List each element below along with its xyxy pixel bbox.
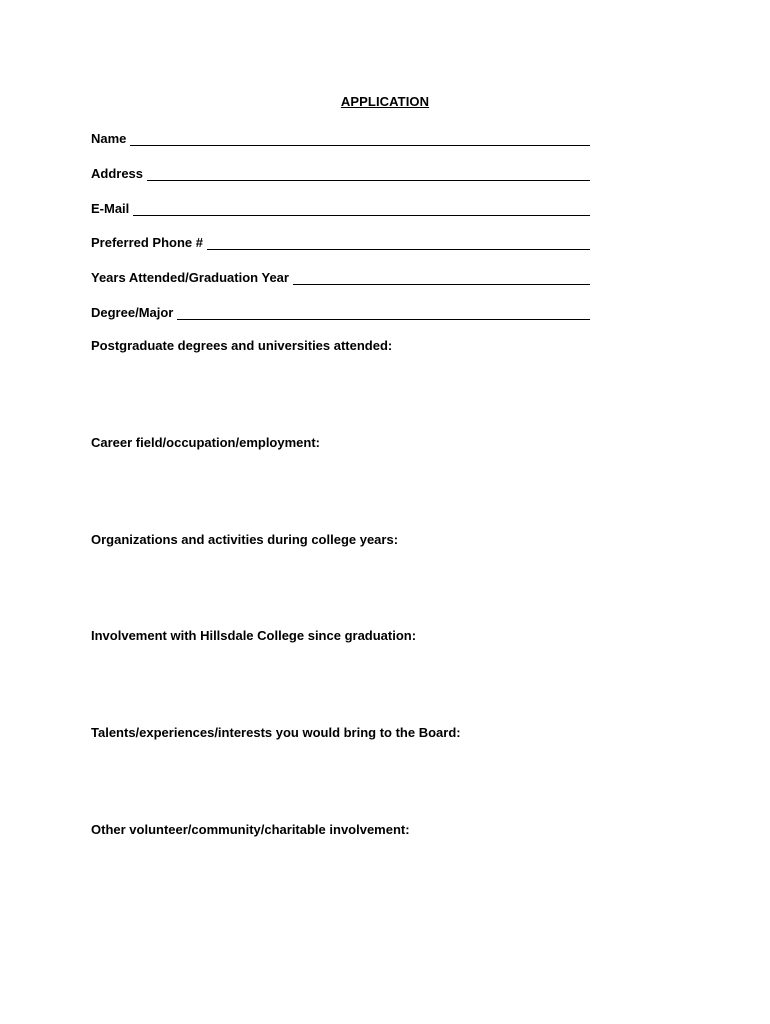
- years-label: Years Attended/Graduation Year: [91, 270, 289, 285]
- phone-field: [91, 233, 590, 251]
- phone-input-line[interactable]: [207, 248, 590, 250]
- page-title: APPLICATION: [340, 94, 430, 109]
- career-heading: Career field/occupation/employment:: [91, 435, 320, 450]
- talents-heading: Talents/experiences/interests you would bring to the Board:: [91, 725, 461, 740]
- name-label: Name: [91, 131, 127, 146]
- degree-field: [91, 303, 590, 321]
- name-field: [91, 129, 590, 147]
- address-input-line[interactable]: [147, 179, 590, 181]
- address-label: Address: [91, 166, 144, 181]
- phone-label: Preferred Phone #: [91, 235, 203, 250]
- name-input-line[interactable]: [130, 144, 590, 146]
- years-input-line[interactable]: [293, 283, 590, 285]
- years-field: [91, 268, 590, 286]
- organizations-heading: Organizations and activities during college years:: [91, 532, 399, 547]
- postgraduate-heading: Postgraduate degrees and universities attended:: [91, 338, 393, 353]
- degree-input-line[interactable]: [177, 318, 590, 320]
- address-field: [91, 164, 590, 182]
- email-input-line[interactable]: [133, 214, 590, 216]
- involvement-heading: Involvement with Hillsdale College since graduation:: [91, 628, 417, 643]
- email-field: [91, 199, 590, 217]
- volunteer-heading: Other volunteer/community/charitable involvement:: [91, 822, 410, 837]
- email-label: E-Mail: [91, 201, 130, 216]
- degree-label: Degree/Major: [91, 305, 174, 320]
